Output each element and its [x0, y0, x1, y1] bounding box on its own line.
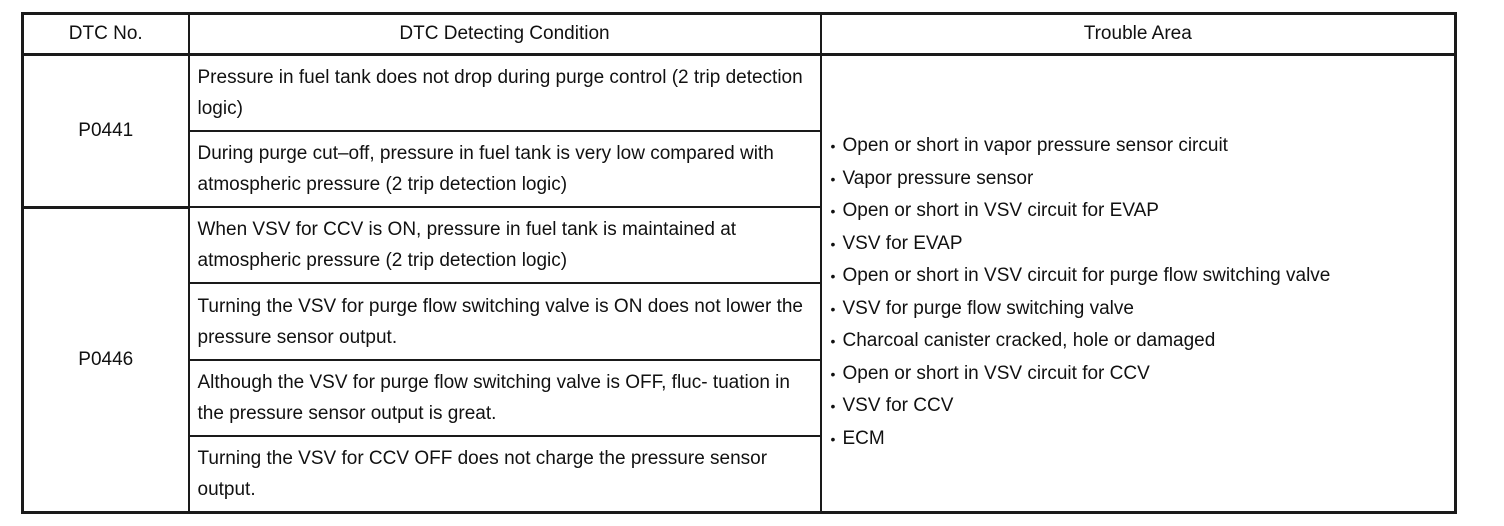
list-item [831, 325, 1451, 358]
header-trouble-area: Trouble Area [821, 14, 1456, 55]
dtc-code-p0441: P0441 [23, 55, 189, 208]
condition-cell: Turning the VSV for CCV OFF does not charge the pressure sensor output. [189, 436, 821, 513]
list-item [831, 260, 1451, 293]
list-item [831, 358, 1451, 391]
trouble-area-text: ECM [842, 427, 885, 449]
trouble-area-text: VSV for purge flow switching valve [842, 297, 1134, 319]
condition-cell: When VSV for CCV is ON, pressure in fuel tank is maintained at atmospheric pressure (2 trip detection logic) [189, 207, 821, 283]
bullet-icon: • [830, 203, 836, 219]
bullet-icon: • [830, 365, 836, 382]
list-item [831, 130, 1451, 163]
list-item [831, 228, 1451, 261]
trouble-area-text: Vapor pressure sensor [842, 167, 1034, 189]
trouble-area-text: VSV for EVAP [842, 232, 963, 254]
list-item [831, 423, 1451, 456]
bullet-icon: • [830, 268, 836, 284]
trouble-area-text: Open or short in vapor pressure sensor circuit [842, 135, 1228, 156]
bullet-icon: • [830, 430, 836, 447]
table-row [23, 55, 1456, 132]
condition-cell: During purge cut–off, pressure in fuel tank is very low compared with atmospheric pressure (2 trip detection logic) [189, 131, 821, 207]
trouble-area-cell [821, 55, 1456, 513]
dtc-code-p0446: P0446 [23, 207, 189, 512]
condition-cell: Turning the VSV for purge flow switching valve is ON does not lower the pressure sensor output. [189, 283, 821, 359]
header-row [23, 14, 1456, 55]
bullet-icon: • [830, 398, 836, 414]
bullet-icon: • [830, 138, 836, 154]
header-detecting-condition: DTC Detecting Condition [189, 14, 821, 55]
bullet-icon: • [830, 333, 836, 349]
header-dtc-no: DTC No. [23, 14, 189, 55]
trouble-area-text: Open or short in VSV circuit for EVAP [842, 200, 1159, 221]
list-item [831, 195, 1451, 228]
list-item [831, 163, 1451, 196]
trouble-area-text: Charcoal canister cracked, hole or damaged [842, 330, 1216, 351]
condition-cell: Although the VSV for purge flow switching valve is OFF, fluc- tuation in the pressure sensor output is great. [189, 360, 821, 436]
trouble-area-text: Open or short in VSV circuit for CCV [842, 362, 1150, 384]
trouble-area-text: VSV for CCV [842, 395, 954, 416]
dtc-table [21, 12, 1457, 514]
trouble-area-text: Open or short in VSV circuit for purge flow switching valve [842, 265, 1331, 286]
bullet-icon: • [830, 235, 836, 252]
list-item [831, 390, 1451, 423]
list-item [831, 293, 1451, 326]
condition-cell: Pressure in fuel tank does not drop during purge control (2 trip detection logic) [189, 55, 821, 132]
bullet-icon: • [830, 300, 836, 317]
bullet-icon: • [830, 170, 836, 187]
trouble-area-list [831, 130, 1451, 455]
